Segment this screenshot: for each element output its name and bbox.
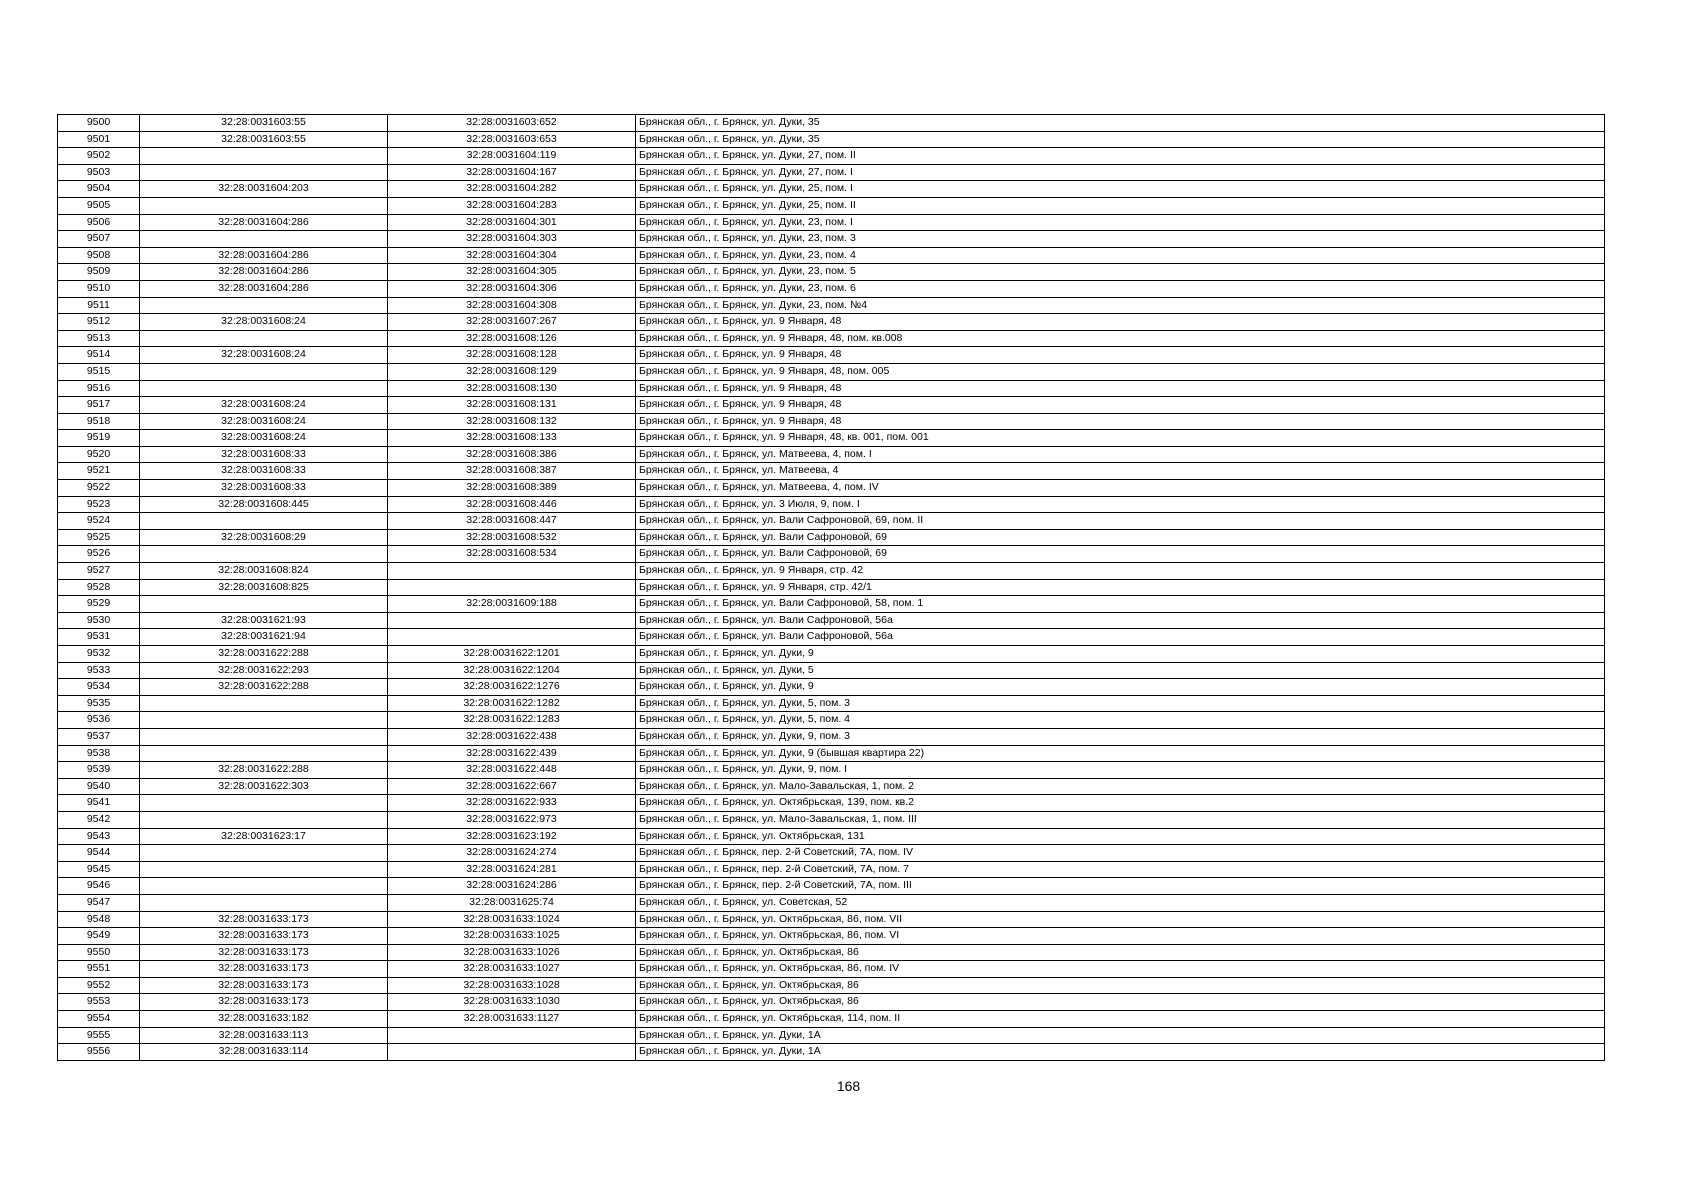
land-plot-number-cell: 32:28:0031622:288 (140, 679, 388, 696)
row-number-cell: 9529 (58, 596, 140, 613)
land-plot-number-cell: 32:28:0031608:33 (140, 446, 388, 463)
land-plot-number-cell: 32:28:0031623:17 (140, 828, 388, 845)
address-cell: Брянская обл., г. Брянск, ул. Матвеева, 4, пом. IV (636, 480, 1605, 497)
table-row (58, 878, 1605, 895)
table-body (58, 115, 1605, 1061)
address-cell: Брянская обл., г. Брянск, ул. Дуки, 5 (636, 662, 1605, 679)
row-number-cell: 9550 (58, 944, 140, 961)
table-row (58, 894, 1605, 911)
land-plot-number-cell (140, 845, 388, 862)
table-row (58, 728, 1605, 745)
object-number-cell: 32:28:0031608:126 (388, 330, 636, 347)
table-row (58, 762, 1605, 779)
object-number-cell (388, 1027, 636, 1044)
land-plot-number-cell: 32:28:0031622:303 (140, 778, 388, 795)
address-cell: Брянская обл., г. Брянск, ул. Октябрьская, 86, пом. IV (636, 961, 1605, 978)
row-number-cell: 9506 (58, 214, 140, 231)
object-number-cell (388, 579, 636, 596)
row-number-cell: 9508 (58, 247, 140, 264)
object-number-cell (388, 612, 636, 629)
land-plot-number-cell: 32:28:0031603:55 (140, 115, 388, 132)
address-cell: Брянская обл., г. Брянск, ул. Вали Сафроновой, 58, пом. 1 (636, 596, 1605, 613)
land-plot-number-cell (140, 546, 388, 563)
table-row (58, 430, 1605, 447)
row-number-cell: 9512 (58, 314, 140, 331)
land-plot-number-cell: 32:28:0031608:24 (140, 397, 388, 414)
address-cell: Брянская обл., г. Брянск, ул. Дуки, 9, пом. I (636, 762, 1605, 779)
land-plot-number-cell: 32:28:0031622:293 (140, 662, 388, 679)
land-plot-number-cell: 32:28:0031604:286 (140, 264, 388, 281)
object-number-cell: 32:28:0031623:192 (388, 828, 636, 845)
address-cell: Брянская обл., г. Брянск, ул. 9 Января, 48, кв. 001, пом. 001 (636, 430, 1605, 447)
address-cell: Брянская обл., г. Брянск, ул. 9 Января, 48 (636, 314, 1605, 331)
land-plot-number-cell (140, 148, 388, 165)
address-cell: Брянская обл., г. Брянск, ул. Дуки, 9 (бывшая квартира 22) (636, 745, 1605, 762)
object-number-cell: 32:28:0031633:1025 (388, 928, 636, 945)
object-number-cell: 32:28:0031609:188 (388, 596, 636, 613)
address-cell: Брянская обл., г. Брянск, ул. Вали Сафроновой, 69, пом. II (636, 513, 1605, 530)
table-row (58, 280, 1605, 297)
land-plot-number-cell: 32:28:0031622:288 (140, 646, 388, 663)
address-cell: Брянская обл., г. Брянск, ул. Вали Сафроновой, 56а (636, 629, 1605, 646)
object-number-cell: 32:28:0031604:167 (388, 164, 636, 181)
land-plot-number-cell (140, 695, 388, 712)
address-cell: Брянская обл., г. Брянск, ул. Дуки, 5, пом. 3 (636, 695, 1605, 712)
row-number-cell: 9541 (58, 795, 140, 812)
table-row (58, 828, 1605, 845)
address-cell: Брянская обл., г. Брянск, пер. 2-й Советский, 7А, пом. IV (636, 845, 1605, 862)
object-number-cell: 32:28:0031633:1028 (388, 977, 636, 994)
address-cell: Брянская обл., г. Брянск, ул. Дуки, 25, пом. I (636, 181, 1605, 198)
object-number-cell (388, 1044, 636, 1061)
table-row (58, 496, 1605, 513)
row-number-cell: 9552 (58, 977, 140, 994)
land-plot-number-cell (140, 363, 388, 380)
table-row (58, 446, 1605, 463)
address-cell: Брянская обл., г. Брянск, ул. 9 Января, стр. 42/1 (636, 579, 1605, 596)
object-number-cell: 32:28:0031624:274 (388, 845, 636, 862)
address-cell: Брянская обл., г. Брянск, ул. Дуки, 1А (636, 1027, 1605, 1044)
address-cell: Брянская обл., г. Брянск, ул. Дуки, 23, пом. I (636, 214, 1605, 231)
table-row (58, 546, 1605, 563)
row-number-cell: 9509 (58, 264, 140, 281)
object-number-cell: 32:28:0031604:305 (388, 264, 636, 281)
row-number-cell: 9507 (58, 231, 140, 248)
address-cell: Брянская обл., г. Брянск, ул. Дуки, 23, пом. 4 (636, 247, 1605, 264)
land-plot-number-cell: 32:28:0031603:55 (140, 131, 388, 148)
land-plot-number-cell: 32:28:0031633:173 (140, 961, 388, 978)
land-plot-number-cell (140, 745, 388, 762)
land-plot-number-cell: 32:28:0031633:182 (140, 1011, 388, 1028)
object-number-cell: 32:28:0031604:303 (388, 231, 636, 248)
row-number-cell: 9555 (58, 1027, 140, 1044)
address-cell: Брянская обл., г. Брянск, ул. Дуки, 23, пом. №4 (636, 297, 1605, 314)
row-number-cell: 9513 (58, 330, 140, 347)
address-cell: Брянская обл., г. Брянск, ул. 9 Января, стр. 42 (636, 563, 1605, 580)
table-row (58, 529, 1605, 546)
object-number-cell: 32:28:0031624:281 (388, 861, 636, 878)
address-cell: Брянская обл., г. Брянск, ул. 9 Января, 48 (636, 397, 1605, 414)
land-plot-number-cell (140, 795, 388, 812)
address-cell: Брянская обл., г. Брянск, ул. Дуки, 27, пом. II (636, 148, 1605, 165)
table-row (58, 961, 1605, 978)
object-number-cell: 32:28:0031622:973 (388, 811, 636, 828)
table-row (58, 181, 1605, 198)
land-plot-number-cell: 32:28:0031608:445 (140, 496, 388, 513)
address-cell: Брянская обл., г. Брянск, ул. Дуки, 9 (636, 646, 1605, 663)
row-number-cell: 9546 (58, 878, 140, 895)
object-number-cell: 32:28:0031608:387 (388, 463, 636, 480)
land-plot-number-cell: 32:28:0031633:114 (140, 1044, 388, 1061)
land-plot-number-cell (140, 811, 388, 828)
table-row (58, 911, 1605, 928)
object-number-cell: 32:28:0031622:1283 (388, 712, 636, 729)
row-number-cell: 9537 (58, 728, 140, 745)
table-row (58, 115, 1605, 132)
row-number-cell: 9554 (58, 1011, 140, 1028)
object-number-cell: 32:28:0031622:1204 (388, 662, 636, 679)
row-number-cell: 9501 (58, 131, 140, 148)
row-number-cell: 9518 (58, 413, 140, 430)
address-cell: Брянская обл., г. Брянск, ул. 3 Июля, 9, пом. I (636, 496, 1605, 513)
land-plot-number-cell: 32:28:0031633:173 (140, 994, 388, 1011)
object-number-cell (388, 629, 636, 646)
address-cell: Брянская обл., г. Брянск, ул. Дуки, 23, пом. 6 (636, 280, 1605, 297)
address-cell: Брянская обл., г. Брянск, ул. Дуки, 25, пом. II (636, 197, 1605, 214)
object-number-cell: 32:28:0031622:667 (388, 778, 636, 795)
row-number-cell: 9532 (58, 646, 140, 663)
address-cell: Брянская обл., г. Брянск, ул. Вали Сафроновой, 69 (636, 529, 1605, 546)
table-row (58, 662, 1605, 679)
land-plot-number-cell (140, 231, 388, 248)
row-number-cell: 9547 (58, 894, 140, 911)
land-plot-number-cell: 32:28:0031633:173 (140, 911, 388, 928)
object-number-cell: 32:28:0031607:267 (388, 314, 636, 331)
row-number-cell: 9514 (58, 347, 140, 364)
table-row (58, 1044, 1605, 1061)
table-row (58, 712, 1605, 729)
table-row (58, 928, 1605, 945)
object-number-cell: 32:28:0031604:304 (388, 247, 636, 264)
object-number-cell (388, 563, 636, 580)
table-row (58, 563, 1605, 580)
row-number-cell: 9515 (58, 363, 140, 380)
object-number-cell: 32:28:0031608:532 (388, 529, 636, 546)
table-row (58, 463, 1605, 480)
table-row (58, 148, 1605, 165)
object-number-cell: 32:28:0031608:534 (388, 546, 636, 563)
object-number-cell: 32:28:0031608:386 (388, 446, 636, 463)
address-cell: Брянская обл., г. Брянск, ул. Мало-Завальская, 1, пом. 2 (636, 778, 1605, 795)
address-cell: Брянская обл., г. Брянск, ул. Мало-Завальская, 1, пом. III (636, 811, 1605, 828)
land-plot-number-cell: 32:28:0031608:24 (140, 430, 388, 447)
land-plot-number-cell (140, 861, 388, 878)
address-cell: Брянская обл., г. Брянск, ул. Октябрьская, 86 (636, 994, 1605, 1011)
land-plot-number-cell: 32:28:0031604:286 (140, 214, 388, 231)
row-number-cell: 9519 (58, 430, 140, 447)
land-plot-number-cell: 32:28:0031604:286 (140, 280, 388, 297)
address-cell: Брянская обл., г. Брянск, ул. Дуки, 35 (636, 131, 1605, 148)
table-row (58, 413, 1605, 430)
table-row (58, 629, 1605, 646)
address-cell: Брянская обл., г. Брянск, ул. Дуки, 27, пом. I (636, 164, 1605, 181)
row-number-cell: 9502 (58, 148, 140, 165)
table-row (58, 1011, 1605, 1028)
row-number-cell: 9511 (58, 297, 140, 314)
land-plot-number-cell: 32:28:0031621:94 (140, 629, 388, 646)
table-row (58, 1027, 1605, 1044)
object-number-cell: 32:28:0031622:438 (388, 728, 636, 745)
row-number-cell: 9551 (58, 961, 140, 978)
table-row (58, 397, 1605, 414)
object-number-cell: 32:28:0031604:119 (388, 148, 636, 165)
object-number-cell: 32:28:0031608:130 (388, 380, 636, 397)
address-cell: Брянская обл., г. Брянск, ул. Дуки, 5, пом. 4 (636, 712, 1605, 729)
table-row (58, 131, 1605, 148)
land-plot-number-cell: 32:28:0031608:24 (140, 347, 388, 364)
address-cell: Брянская обл., г. Брянск, ул. 9 Января, 48, пом. кв.008 (636, 330, 1605, 347)
object-number-cell: 32:28:0031622:1201 (388, 646, 636, 663)
object-number-cell: 32:28:0031633:1030 (388, 994, 636, 1011)
land-plot-number-cell: 32:28:0031608:33 (140, 463, 388, 480)
row-number-cell: 9527 (58, 563, 140, 580)
table-row (58, 811, 1605, 828)
object-number-cell: 32:28:0031622:439 (388, 745, 636, 762)
land-plot-number-cell (140, 513, 388, 530)
row-number-cell: 9530 (58, 612, 140, 629)
row-number-cell: 9556 (58, 1044, 140, 1061)
address-cell: Брянская обл., г. Брянск, ул. Советская, 52 (636, 894, 1605, 911)
object-number-cell: 32:28:0031604:283 (388, 197, 636, 214)
object-number-cell: 32:28:0031608:129 (388, 363, 636, 380)
address-cell: Брянская обл., г. Брянск, ул. Октябрьская, 86 (636, 977, 1605, 994)
address-cell: Брянская обл., г. Брянск, ул. Октябрьская, 86, пом. VII (636, 911, 1605, 928)
object-number-cell: 32:28:0031608:446 (388, 496, 636, 513)
address-cell: Брянская обл., г. Брянск, ул. Октябрьская, 86, пом. VI (636, 928, 1605, 945)
table-row (58, 695, 1605, 712)
table-row (58, 745, 1605, 762)
row-number-cell: 9517 (58, 397, 140, 414)
row-number-cell: 9540 (58, 778, 140, 795)
table-row (58, 231, 1605, 248)
land-plot-number-cell: 32:28:0031633:173 (140, 977, 388, 994)
land-plot-number-cell (140, 197, 388, 214)
object-number-cell: 32:28:0031625:74 (388, 894, 636, 911)
land-plot-number-cell: 32:28:0031633:113 (140, 1027, 388, 1044)
table-row (58, 480, 1605, 497)
land-plot-number-cell: 32:28:0031608:825 (140, 579, 388, 596)
address-cell: Брянская обл., г. Брянск, ул. 9 Января, 48, пом. 005 (636, 363, 1605, 380)
object-number-cell: 32:28:0031633:1026 (388, 944, 636, 961)
address-cell: Брянская обл., г. Брянск, ул. 9 Января, 48 (636, 380, 1605, 397)
row-number-cell: 9538 (58, 745, 140, 762)
table-row (58, 778, 1605, 795)
land-plot-number-cell (140, 380, 388, 397)
object-number-cell: 32:28:0031608:133 (388, 430, 636, 447)
address-cell: Брянская обл., г. Брянск, пер. 2-й Советский, 7А, пом. 7 (636, 861, 1605, 878)
table-row (58, 197, 1605, 214)
address-cell: Брянская обл., г. Брянск, ул. Вали Сафроновой, 69 (636, 546, 1605, 563)
table-row (58, 596, 1605, 613)
table-row (58, 247, 1605, 264)
land-plot-number-cell: 32:28:0031604:203 (140, 181, 388, 198)
row-number-cell: 9516 (58, 380, 140, 397)
cadastral-table (57, 114, 1605, 1061)
address-cell: Брянская обл., г. Брянск, ул. Дуки, 35 (636, 115, 1605, 132)
land-plot-number-cell (140, 728, 388, 745)
address-cell: Брянская обл., г. Брянск, ул. Дуки, 9 (636, 679, 1605, 696)
address-cell: Брянская обл., г. Брянск, ул. Октябрьская, 114, пом. II (636, 1011, 1605, 1028)
land-plot-number-cell (140, 297, 388, 314)
row-number-cell: 9503 (58, 164, 140, 181)
row-number-cell: 9548 (58, 911, 140, 928)
table-row (58, 795, 1605, 812)
row-number-cell: 9504 (58, 181, 140, 198)
table-row (58, 363, 1605, 380)
row-number-cell: 9543 (58, 828, 140, 845)
object-number-cell: 32:28:0031622:933 (388, 795, 636, 812)
object-number-cell: 32:28:0031633:1024 (388, 911, 636, 928)
address-cell: Брянская обл., г. Брянск, ул. Дуки, 1А (636, 1044, 1605, 1061)
table-row (58, 314, 1605, 331)
land-plot-number-cell: 32:28:0031604:286 (140, 247, 388, 264)
land-plot-number-cell (140, 712, 388, 729)
row-number-cell: 9523 (58, 496, 140, 513)
address-cell: Брянская обл., г. Брянск, ул. Матвеева, 4 (636, 463, 1605, 480)
table-row (58, 679, 1605, 696)
object-number-cell: 32:28:0031603:653 (388, 131, 636, 148)
table-row (58, 347, 1605, 364)
row-number-cell: 9544 (58, 845, 140, 862)
row-number-cell: 9520 (58, 446, 140, 463)
table-row (58, 944, 1605, 961)
object-number-cell: 32:28:0031608:132 (388, 413, 636, 430)
row-number-cell: 9549 (58, 928, 140, 945)
object-number-cell: 32:28:0031608:447 (388, 513, 636, 530)
object-number-cell: 32:28:0031608:131 (388, 397, 636, 414)
object-number-cell: 32:28:0031604:301 (388, 214, 636, 231)
object-number-cell: 32:28:0031633:1027 (388, 961, 636, 978)
table-row (58, 330, 1605, 347)
land-plot-number-cell: 32:28:0031622:288 (140, 762, 388, 779)
table-row (58, 214, 1605, 231)
table-row (58, 646, 1605, 663)
row-number-cell: 9539 (58, 762, 140, 779)
row-number-cell: 9521 (58, 463, 140, 480)
row-number-cell: 9533 (58, 662, 140, 679)
row-number-cell: 9510 (58, 280, 140, 297)
row-number-cell: 9524 (58, 513, 140, 530)
object-number-cell: 32:28:0031622:448 (388, 762, 636, 779)
address-cell: Брянская обл., г. Брянск, ул. Дуки, 9, пом. 3 (636, 728, 1605, 745)
row-number-cell: 9534 (58, 679, 140, 696)
table-row (58, 861, 1605, 878)
address-cell: Брянская обл., г. Брянск, ул. Октябрьская, 139, пом. кв.2 (636, 795, 1605, 812)
row-number-cell: 9542 (58, 811, 140, 828)
table-row (58, 977, 1605, 994)
address-cell: Брянская обл., г. Брянск, ул. Октябрьская, 86 (636, 944, 1605, 961)
row-number-cell: 9500 (58, 115, 140, 132)
land-plot-number-cell: 32:28:0031608:24 (140, 314, 388, 331)
row-number-cell: 9531 (58, 629, 140, 646)
land-plot-number-cell (140, 330, 388, 347)
object-number-cell: 32:28:0031608:128 (388, 347, 636, 364)
object-number-cell: 32:28:0031608:389 (388, 480, 636, 497)
table-row (58, 612, 1605, 629)
land-plot-number-cell (140, 596, 388, 613)
row-number-cell: 9522 (58, 480, 140, 497)
land-plot-number-cell: 32:28:0031608:24 (140, 413, 388, 430)
land-plot-number-cell: 32:28:0031608:33 (140, 480, 388, 497)
address-cell: Брянская обл., г. Брянск, пер. 2-й Советский, 7А, пом. III (636, 878, 1605, 895)
land-plot-number-cell: 32:28:0031633:173 (140, 944, 388, 961)
table-row (58, 380, 1605, 397)
table-row (58, 164, 1605, 181)
page-number: 168 (836, 1078, 861, 1094)
row-number-cell: 9526 (58, 546, 140, 563)
land-plot-number-cell (140, 878, 388, 895)
row-number-cell: 9536 (58, 712, 140, 729)
object-number-cell: 32:28:0031624:286 (388, 878, 636, 895)
object-number-cell: 32:28:0031604:306 (388, 280, 636, 297)
row-number-cell: 9505 (58, 197, 140, 214)
land-plot-number-cell: 32:28:0031608:29 (140, 529, 388, 546)
address-cell: Брянская обл., г. Брянск, ул. Дуки, 23, пом. 3 (636, 231, 1605, 248)
object-number-cell: 32:28:0031622:1282 (388, 695, 636, 712)
object-number-cell: 32:28:0031633:1127 (388, 1011, 636, 1028)
address-cell: Брянская обл., г. Брянск, ул. 9 Января, 48 (636, 413, 1605, 430)
land-plot-number-cell (140, 164, 388, 181)
land-plot-number-cell (140, 894, 388, 911)
address-cell: Брянская обл., г. Брянск, ул. Матвеева, 4, пом. I (636, 446, 1605, 463)
address-cell: Брянская обл., г. Брянск, ул. Дуки, 23, пом. 5 (636, 264, 1605, 281)
row-number-cell: 9553 (58, 994, 140, 1011)
address-cell: Брянская обл., г. Брянск, ул. 9 Января, 48 (636, 347, 1605, 364)
land-plot-number-cell: 32:28:0031608:824 (140, 563, 388, 580)
land-plot-number-cell: 32:28:0031633:173 (140, 928, 388, 945)
address-cell: Брянская обл., г. Брянск, ул. Октябрьская, 131 (636, 828, 1605, 845)
row-number-cell: 9525 (58, 529, 140, 546)
object-number-cell: 32:28:0031603:652 (388, 115, 636, 132)
table-row (58, 994, 1605, 1011)
land-plot-number-cell: 32:28:0031621:93 (140, 612, 388, 629)
table-row (58, 513, 1605, 530)
row-number-cell: 9535 (58, 695, 140, 712)
row-number-cell: 9528 (58, 579, 140, 596)
object-number-cell: 32:28:0031604:282 (388, 181, 636, 198)
address-cell: Брянская обл., г. Брянск, ул. Вали Сафроновой, 56а (636, 612, 1605, 629)
object-number-cell: 32:28:0031622:1276 (388, 679, 636, 696)
table-row (58, 845, 1605, 862)
row-number-cell: 9545 (58, 861, 140, 878)
table-row (58, 579, 1605, 596)
object-number-cell: 32:28:0031604:308 (388, 297, 636, 314)
table-row (58, 297, 1605, 314)
table-row (58, 264, 1605, 281)
